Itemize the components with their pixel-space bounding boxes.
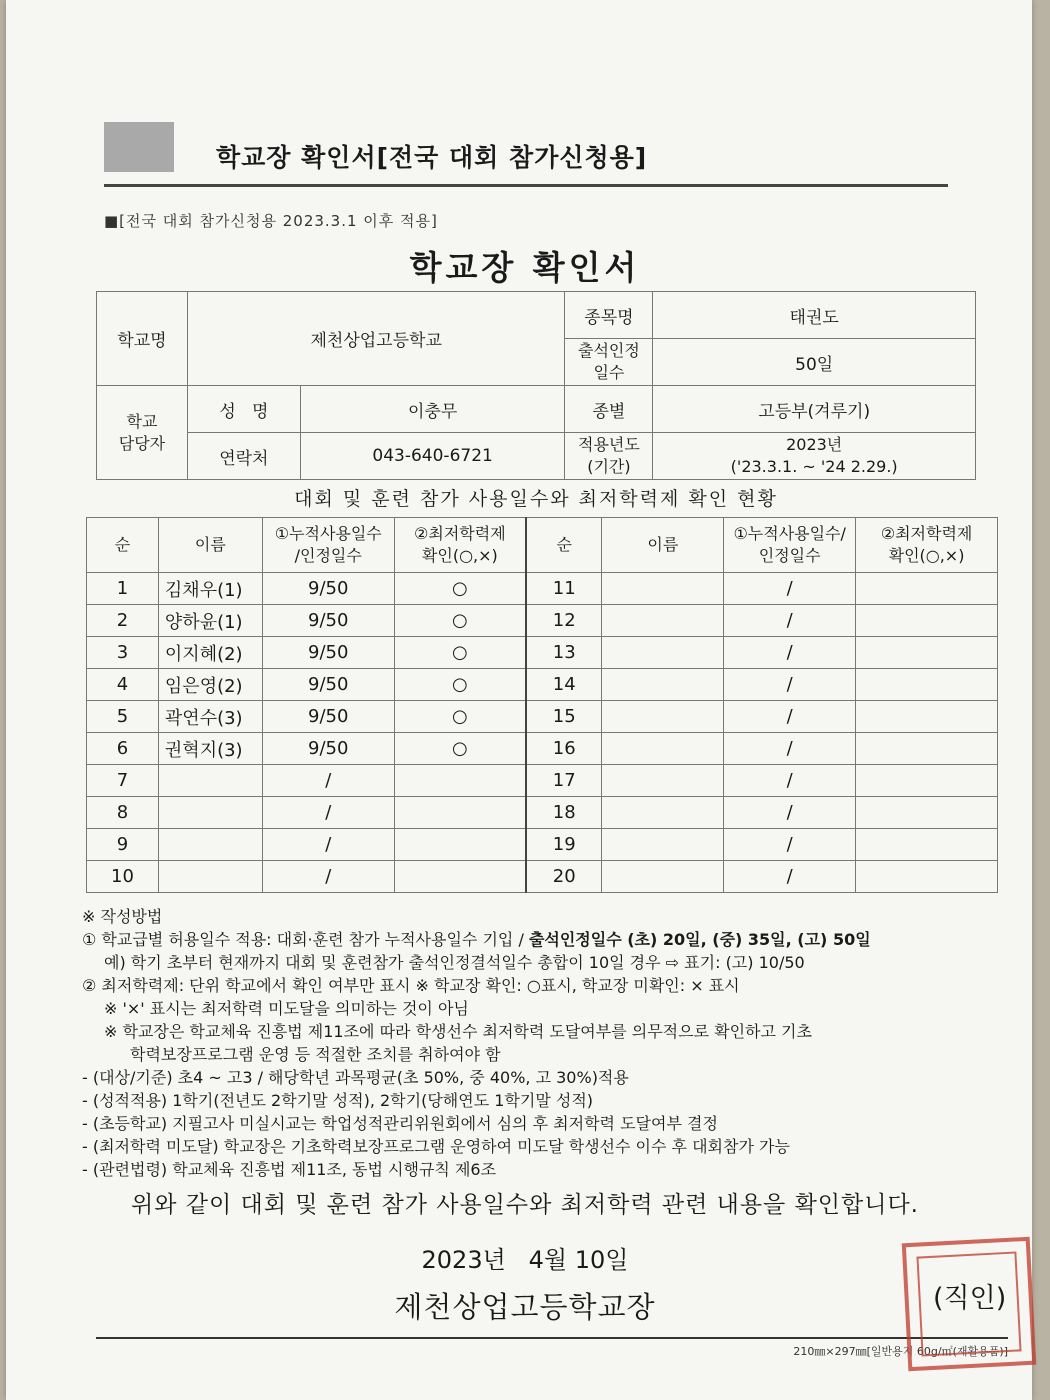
row-days-right: / [724,605,856,637]
row-no: 6 [87,733,159,765]
row-days: / [262,829,394,861]
info-table [96,291,976,480]
event-value: 태권도 [653,292,976,339]
row-name-right [602,605,724,637]
row-days: / [262,765,394,797]
row-name [158,765,262,797]
note-1-example: 예) 학기 초부터 현재까지 대회 및 훈련참가 출석인정결석일수 총합이 10일 경우 ⇨ 표기: (고) 10/50 [104,953,805,972]
row-check-right [856,733,998,765]
header-decorative-block [104,122,174,172]
row-no: 5 [87,701,159,733]
row-name-right [602,573,724,605]
table-row [87,765,998,797]
table-row [87,797,998,829]
row-no: 8 [87,797,159,829]
row-no-right: 15 [526,701,602,733]
row-check: ○ [394,669,526,701]
row-days: 9/50 [262,573,394,605]
row-days-right: / [724,829,856,861]
bottom-rule [96,1337,1008,1339]
row-check [394,861,526,893]
header-name-right: 이름 [602,518,724,573]
row-name: 임은영(2) [158,669,262,701]
row-no-right: 12 [526,605,602,637]
header-no: 순 [87,518,159,573]
row-no-right: 18 [526,797,602,829]
row-name-right [602,829,724,861]
row-check-right [856,605,998,637]
header-bar [104,122,948,187]
issue-date: 2023년 4월 10일 [421,1246,629,1274]
row-days: 9/50 [262,637,394,669]
table-row [87,701,998,733]
row-days-right: / [724,701,856,733]
row-days: 9/50 [262,701,394,733]
row-check: ○ [394,637,526,669]
row-name: 김채우(1) [158,573,262,605]
row-no-right: 11 [526,573,602,605]
row-check-right [856,637,998,669]
row-check-right [856,669,998,701]
row-name-right [602,637,724,669]
principal-name: 제천상업고등학교장 [394,1290,656,1324]
table-row [87,861,998,893]
note-1 [82,928,1012,951]
subnote: ■[전국 대회 참가신청용 2023.3.1 이후 적용] [104,212,438,230]
table-row [87,669,998,701]
note-2-b-cont: 학력보장프로그램 운영 등 적절한 조치를 취하여야 함 [130,1045,501,1064]
row-no: 4 [87,669,159,701]
name-label: 성 명 [187,386,300,433]
seal-label: (직인) [933,1283,1007,1314]
table-row [87,733,998,765]
row-days: 9/50 [262,605,394,637]
row-days-right: / [724,861,856,893]
contact-label: 학교 담당자 [97,386,188,480]
row-name-right [602,701,724,733]
attendance-value: 50일 [653,339,976,386]
row-check [394,829,526,861]
row-name: 양하윤(1) [158,605,262,637]
year-value: 2023년 ('23.3.1. ~ '24 2.29.) [653,433,976,480]
row-days-right: / [724,733,856,765]
row-days: 9/50 [262,733,394,765]
row-name [158,797,262,829]
notes [82,905,1012,1181]
note-2: ② 최저학력제: 단위 학교에서 확인 여부만 표시 ※ 학교장 확인: ○표시, 학교장 미확인: × 표시 [82,976,740,995]
note-1-text: ① 학교급별 허용일수 적용: 대회·훈련 참가 누적사용일수 기입 / [82,930,529,949]
roster-table [86,517,998,893]
row-check-right [856,701,998,733]
detail-5: - (관련법령) 학교체육 진흥법 제11조, 동법 시행규칙 제6조 [82,1160,497,1179]
notes-heading: ※ 작성방법 [82,907,163,926]
header-days-right: ①누적사용일수/ 인정일수 [724,518,856,573]
year-label: 적용년도 (기간) [565,433,653,480]
row-check-right [856,797,998,829]
row-check [394,797,526,829]
row-no-right: 13 [526,637,602,669]
row-no: 1 [87,573,159,605]
row-no-right: 19 [526,829,602,861]
row-no: 3 [87,637,159,669]
conclusion: 위와 같이 대회 및 훈련 참가 사용일수와 최저학력 관련 내용을 확인합니다. [131,1192,919,1218]
row-no-right: 17 [526,765,602,797]
row-no: 2 [87,605,159,637]
paper-spec-footer: 210㎜×297㎜[일반용지 60g/㎡(재활용품)] [793,1345,1008,1358]
header-name: 이름 [158,518,262,573]
table-row [87,573,998,605]
school-value: 제천상업고등학교 [187,292,565,386]
event-label: 종목명 [565,292,653,339]
row-name-right [602,765,724,797]
row-check [394,765,526,797]
row-check: ○ [394,733,526,765]
row-check-right [856,573,998,605]
header-no-right: 순 [526,518,602,573]
row-no: 10 [87,861,159,893]
row-name-right [602,861,724,893]
row-name: 이지혜(2) [158,637,262,669]
row-name-right [602,669,724,701]
row-no-right: 20 [526,861,602,893]
row-days-right: / [724,573,856,605]
category-value: 고등부(겨루기) [653,386,976,433]
category-label: 종별 [565,386,653,433]
row-check-right [856,829,998,861]
row-name [158,829,262,861]
row-no-right: 14 [526,669,602,701]
row-no: 7 [87,765,159,797]
detail-2: - (성적적용) 1학기(전년도 2학기말 성적), 2학기(당해연도 1학기말 성적) [82,1091,594,1110]
detail-1: - (대상/기준) 초4 ~ 고3 / 해당학년 과목평균(초 50%, 중 40%, 고 30%)적용 [82,1068,629,1087]
phone-value: 043-640-6721 [300,433,565,480]
table-row [87,829,998,861]
row-days: / [262,797,394,829]
school-label: 학교명 [97,292,188,386]
detail-3: - (초등학교) 지필고사 미실시교는 학업성적관리위원회에서 심의 후 최저학력 도달여부 결정 [82,1114,718,1133]
row-no-right: 16 [526,733,602,765]
attendance-label: 출석인정 일수 [565,339,653,386]
row-check: ○ [394,573,526,605]
section-title: 대회 및 훈련 참가 사용일수와 최저학력제 확인 현황 [294,488,778,510]
row-days-right: / [724,797,856,829]
note-2-b: ※ 학교장은 학교체육 진흥법 제11조에 따라 학생선수 최저학력 도달여부를 의무적으로 확인하고 기초 [104,1022,812,1041]
row-check: ○ [394,605,526,637]
row-name [158,861,262,893]
note-2-a: ※ '×' 표시는 최저학력 미도달을 의미하는 것이 아님 [104,999,469,1018]
phone-label: 연락처 [187,433,300,480]
row-days-right: / [724,669,856,701]
row-check-right [856,861,998,893]
row-days: 9/50 [262,669,394,701]
name-value: 이충무 [300,386,565,433]
header-title: 학교장 확인서[전국 대회 참가신청용] [216,143,648,172]
row-days: / [262,861,394,893]
detail-4: - (최저학력 미도달) 학교장은 기초학력보장프로그램 운영하여 미도달 학생선수 이수 후 대회참가 가능 [82,1137,790,1156]
row-days-right: / [724,765,856,797]
note-1-bold: 출석인정일수 (초) 20일, (중) 35일, (고) 50일 [528,930,871,949]
row-no: 9 [87,829,159,861]
row-name: 권혁지(3) [158,733,262,765]
row-check: ○ [394,701,526,733]
header-check: ②최저학력제 확인(○,×) [394,518,526,573]
row-name: 곽연수(3) [158,701,262,733]
row-name-right [602,733,724,765]
row-days-right: / [724,637,856,669]
table-row [87,637,998,669]
header-days: ①누적사용일수 /인정일수 [262,518,394,573]
row-check-right [856,765,998,797]
row-name-right [602,797,724,829]
main-title: 학교장 확인서 [409,248,641,287]
table-row [87,605,998,637]
header-check-right: ②최저학력제 확인(○,×) [856,518,998,573]
